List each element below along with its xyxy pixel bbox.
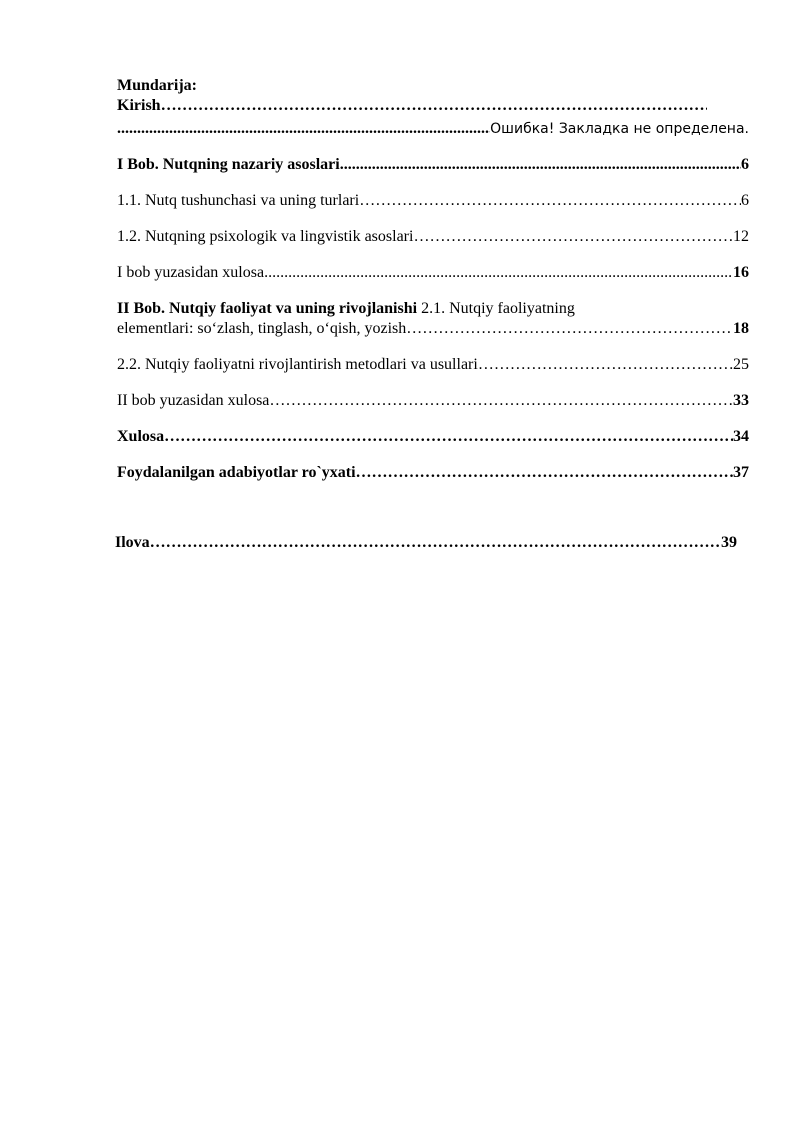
toc-entry-label: 2.2. Nutqiy faoliyatni rivojlantirish metodlari va usullari: [117, 356, 478, 373]
toc-page-number: 33: [733, 392, 749, 409]
toc-entry-bob2-line1: [117, 299, 749, 319]
dot-leader: [269, 391, 733, 411]
toc-entry-1-1[interactable]: [117, 191, 749, 211]
toc-entry-label: II bob yuzasidan xulosa: [117, 392, 270, 409]
dot-leader: [406, 319, 733, 339]
dot-leader: [117, 119, 490, 139]
toc-entry-label: Xulosa: [117, 428, 165, 445]
toc-entry-label: Foydalanilgan adabiyotlar ro`yxati: [117, 464, 356, 481]
toc-entry-2-2[interactable]: [117, 355, 749, 375]
toc-page-number: 39: [721, 534, 737, 551]
toc-entry-label-bold: II Bob. Nutqiy faoliyat va uning rivojlanishi: [117, 300, 418, 317]
dot-leader: [340, 155, 741, 175]
toc-entry-kirish-line2: [117, 119, 749, 139]
toc-page-number: 16: [733, 264, 749, 281]
toc-entry-label: I Bob. Nutqning nazariy asoslari: [117, 156, 340, 173]
toc-entry-label: Kirish: [117, 97, 161, 114]
toc-page-number: 6: [741, 156, 749, 173]
toc-entry-adabiyotlar[interactable]: [117, 463, 749, 483]
toc-page-number: 34: [733, 428, 749, 445]
dot-leader: [164, 427, 733, 447]
toc-entry-kirish[interactable]: [117, 96, 749, 116]
toc-page-number: 18: [733, 320, 749, 337]
toc-entry-label: [117, 299, 575, 319]
dot-leader: [264, 263, 733, 283]
toc-entry-bob2[interactable]: [117, 299, 749, 339]
toc-entry-label: Ilova: [115, 534, 150, 551]
toc-page-number: 6: [741, 192, 749, 209]
dot-leader: [161, 96, 707, 116]
toc-entry-label: 1.1. Nutq tushunchasi va uning turlari: [117, 192, 360, 209]
toc-entry-ilova[interactable]: [115, 533, 737, 553]
toc-page-number: 25: [733, 356, 749, 373]
toc-entry-bob1[interactable]: [117, 155, 749, 175]
toc-entry-bob2-xulosa[interactable]: [117, 391, 749, 411]
dot-leader: [150, 533, 721, 553]
toc-page-number: 37: [733, 464, 749, 481]
dot-leader: [478, 355, 733, 375]
toc-heading: Mundarija:: [117, 77, 197, 94]
dot-leader: [413, 227, 733, 247]
toc-entry-xulosa[interactable]: [117, 427, 749, 447]
toc-page-number: 12: [733, 228, 749, 245]
dot-leader: [356, 463, 733, 483]
toc-entry-label: elementlari: so‘zlash, tinglash, o‘qish, yozish: [117, 320, 407, 337]
bookmark-error-text: Ошибка! Закладка не определена.: [490, 121, 749, 137]
toc-entry-label: 1.2. Nutqning psixologik va lingvistik asoslari: [117, 228, 414, 245]
dot-leader: [359, 191, 741, 211]
toc-entry-label: I bob yuzasidan xulosa: [117, 264, 265, 281]
table-of-contents: [117, 76, 749, 553]
toc-entry-bob1-xulosa[interactable]: [117, 263, 749, 283]
toc-entry-bob2-line2: [117, 319, 749, 339]
toc-entry-label-rest: 2.1. Nutqiy faoliyatning: [417, 300, 575, 317]
toc-entry-1-2[interactable]: [117, 227, 749, 247]
